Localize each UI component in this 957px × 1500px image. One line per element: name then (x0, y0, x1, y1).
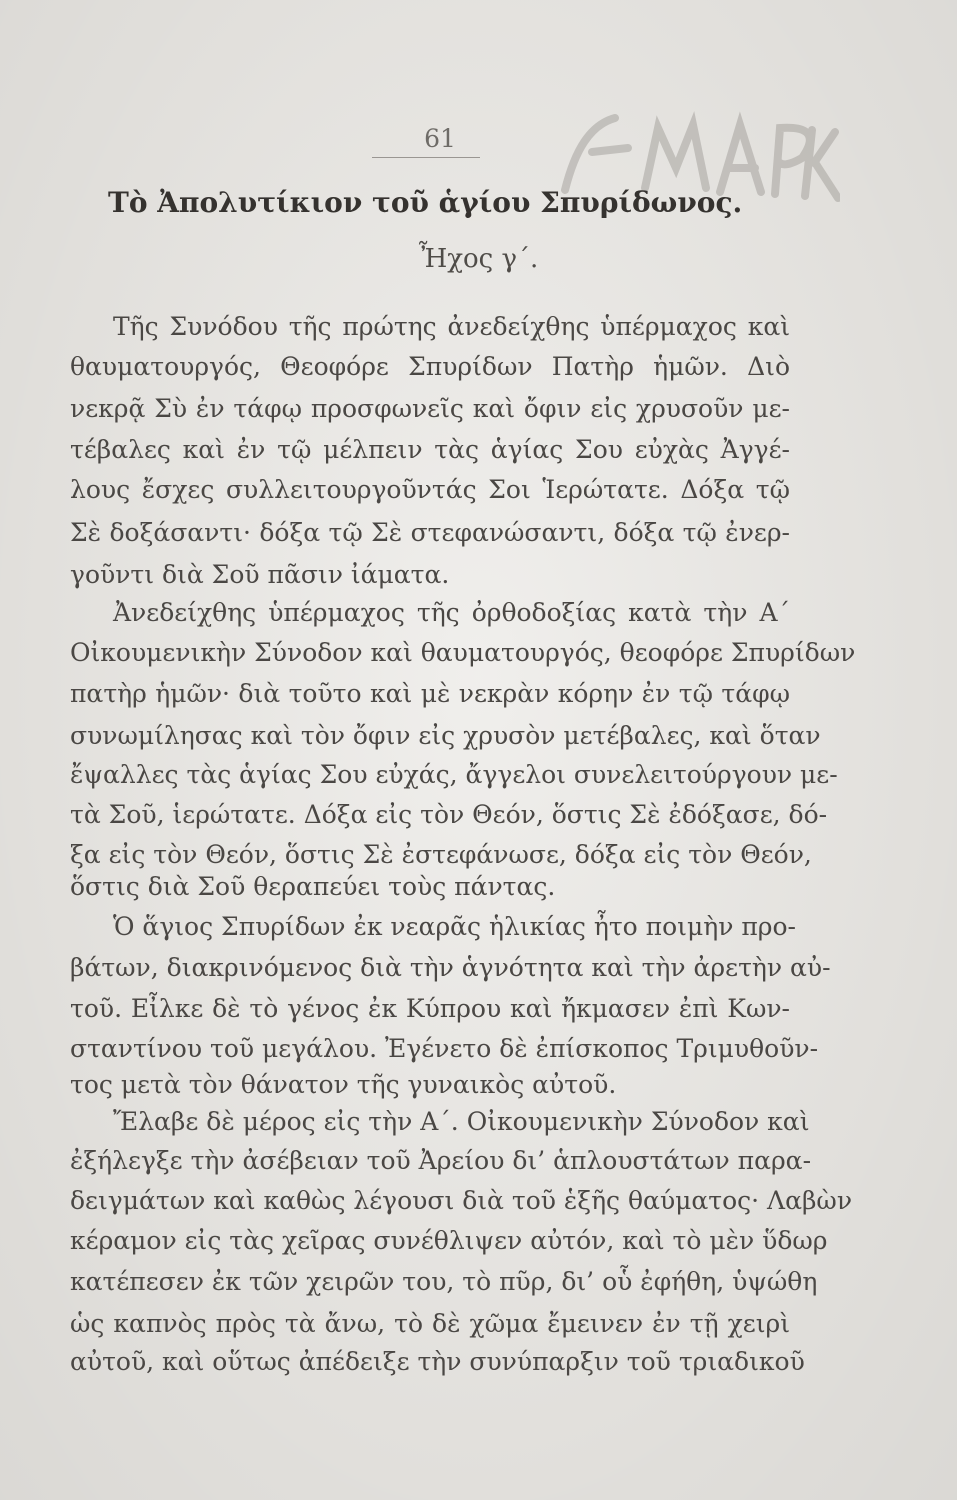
text-line: Ἔλαβε δὲ μέρος εἰς τὴν Α΄. Οἰκουμενικὴν Σύνοδον καὶ (113, 1107, 810, 1136)
text-line: Ὁ ἅγιος Σπυρίδων ἐκ νεαρᾶς ἡλικίας ἦτο ποιμὴν προ- (113, 912, 796, 941)
page-number: 61 (424, 124, 456, 153)
text-line: Ἀνεδείχθης ὑπέρμαχος τῆς ὀρθοδοξίας κατὰ τὴν Α΄ (113, 598, 790, 627)
text-line: ἐξήλεγξε τὴν ἀσέβειαν τοῦ Ἀρείου δι’ ἁπλουστάτων παρα- (70, 1146, 812, 1175)
text-line: γοῦντι διὰ Σοῦ πᾶσιν ἰάματα. (70, 560, 450, 589)
text-line: κατέπεσεν ἐκ τῶν χειρῶν του, τὸ πῦρ, δι’ οὗ ἐφήθη, ὑψώθη (70, 1267, 818, 1296)
text-line: λους ἔσχες συλλειτουργοῦντάς Σοι Ἱερώτατε. Δόξα τῷ (70, 475, 790, 504)
text-line: βάτων, διακρινόμενος διὰ τὴν ἁγνότητα καὶ τὴν ἀρετὴν αὐ- (70, 953, 831, 982)
text-line: Τῆς Συνόδου τῆς πρώτης ἀνεδείχθης ὑπέρμαχος καὶ (113, 312, 790, 341)
text-line: νεκρᾷ Σὺ ἐν τάφῳ προσφωνεῖς καὶ ὄφιν εἰς χρυσοῦν με- (70, 394, 790, 423)
text-line: συνωμίλησας καὶ τὸν ὄφιν εἰς χρυσὸν μετέβαλες, καὶ ὅταν (70, 721, 821, 750)
text-line: θαυματουργός, Θεοφόρε Σπυρίδων Πατὴρ ἡμῶν. Διὸ (70, 352, 790, 381)
text-line: κέραμον εἰς τὰς χεῖρας συνέθλιψεν αὐτόν, καὶ τὸ μὲν ὕδωρ (70, 1226, 828, 1255)
text-line: τος μετὰ τὸν θάνατον τῆς γυναικὸς αὐτοῦ. (70, 1070, 617, 1099)
text-line: πατὴρ ἡμῶν· διὰ τοῦτο καὶ μὲ νεκρὰν κόρην ἐν τῷ τάφῳ (70, 679, 790, 708)
text-line: τοῦ. Εἶλκε δὲ τὸ γένος ἐκ Κύπρου καὶ ἤκμασεν ἐπὶ Κων- (70, 994, 790, 1023)
text-line: ξα εἰς τὸν Θεόν, ὅστις Σὲ ἐστεφάνωσε, δόξα εἰς τὸν Θεόν, (70, 840, 812, 869)
document-title: Τὸ Ἀπολυτίκιον τοῦ ἁγίου Σπυρίδωνος. (108, 186, 743, 219)
text-line: Σὲ δοξάσαντι· δόξα τῷ Σὲ στεφανώσαντι, δόξα τῷ ἐνερ- (70, 518, 790, 547)
text-line: τὰ Σοῦ, ἱερώτατε. Δόξα εἰς τὸν Θεόν, ὅστις Σὲ ἐδόξασε, δό- (70, 800, 828, 829)
text-line: σταντίνου τοῦ μεγάλου. Ἐγένετο δὲ ἐπίσκοπος Τριμυθοῦν- (70, 1034, 819, 1063)
mode-heading: Ἦχος γ΄. (418, 244, 539, 274)
text-line: αὐτοῦ, καὶ οὕτως ἀπέδειξε τὴν συνύπαρξιν τοῦ τριαδικοῦ (70, 1347, 805, 1376)
text-line: ὡς καπνὸς πρὸς τὰ ἄνω, τὸ δὲ χῶμα ἔμεινεν ἐν τῇ χειρὶ (70, 1309, 790, 1338)
text-line: Οἰκουμενικὴν Σύνοδον καὶ θαυματουργός, θεοφόρε Σπυρίδων (70, 638, 856, 667)
page-number-rule (372, 157, 480, 158)
text-line: ἔψαλλες τὰς ἁγίας Σου εὐχάς, ἄγγελοι συνελειτούργουν με- (70, 760, 838, 789)
text-line: δειγμάτων καὶ καθὼς λέγουσι διὰ τοῦ ἑξῆς θαύματος· Λαβὼν (70, 1186, 853, 1215)
text-line: ὅστις διὰ Σοῦ θεραπεύει τοὺς πάντας. (70, 872, 556, 901)
text-line: τέβαλες καὶ ἐν τῷ μέλπειν τὰς ἁγίας Σου εὐχὰς Ἀγγέ- (70, 435, 790, 464)
